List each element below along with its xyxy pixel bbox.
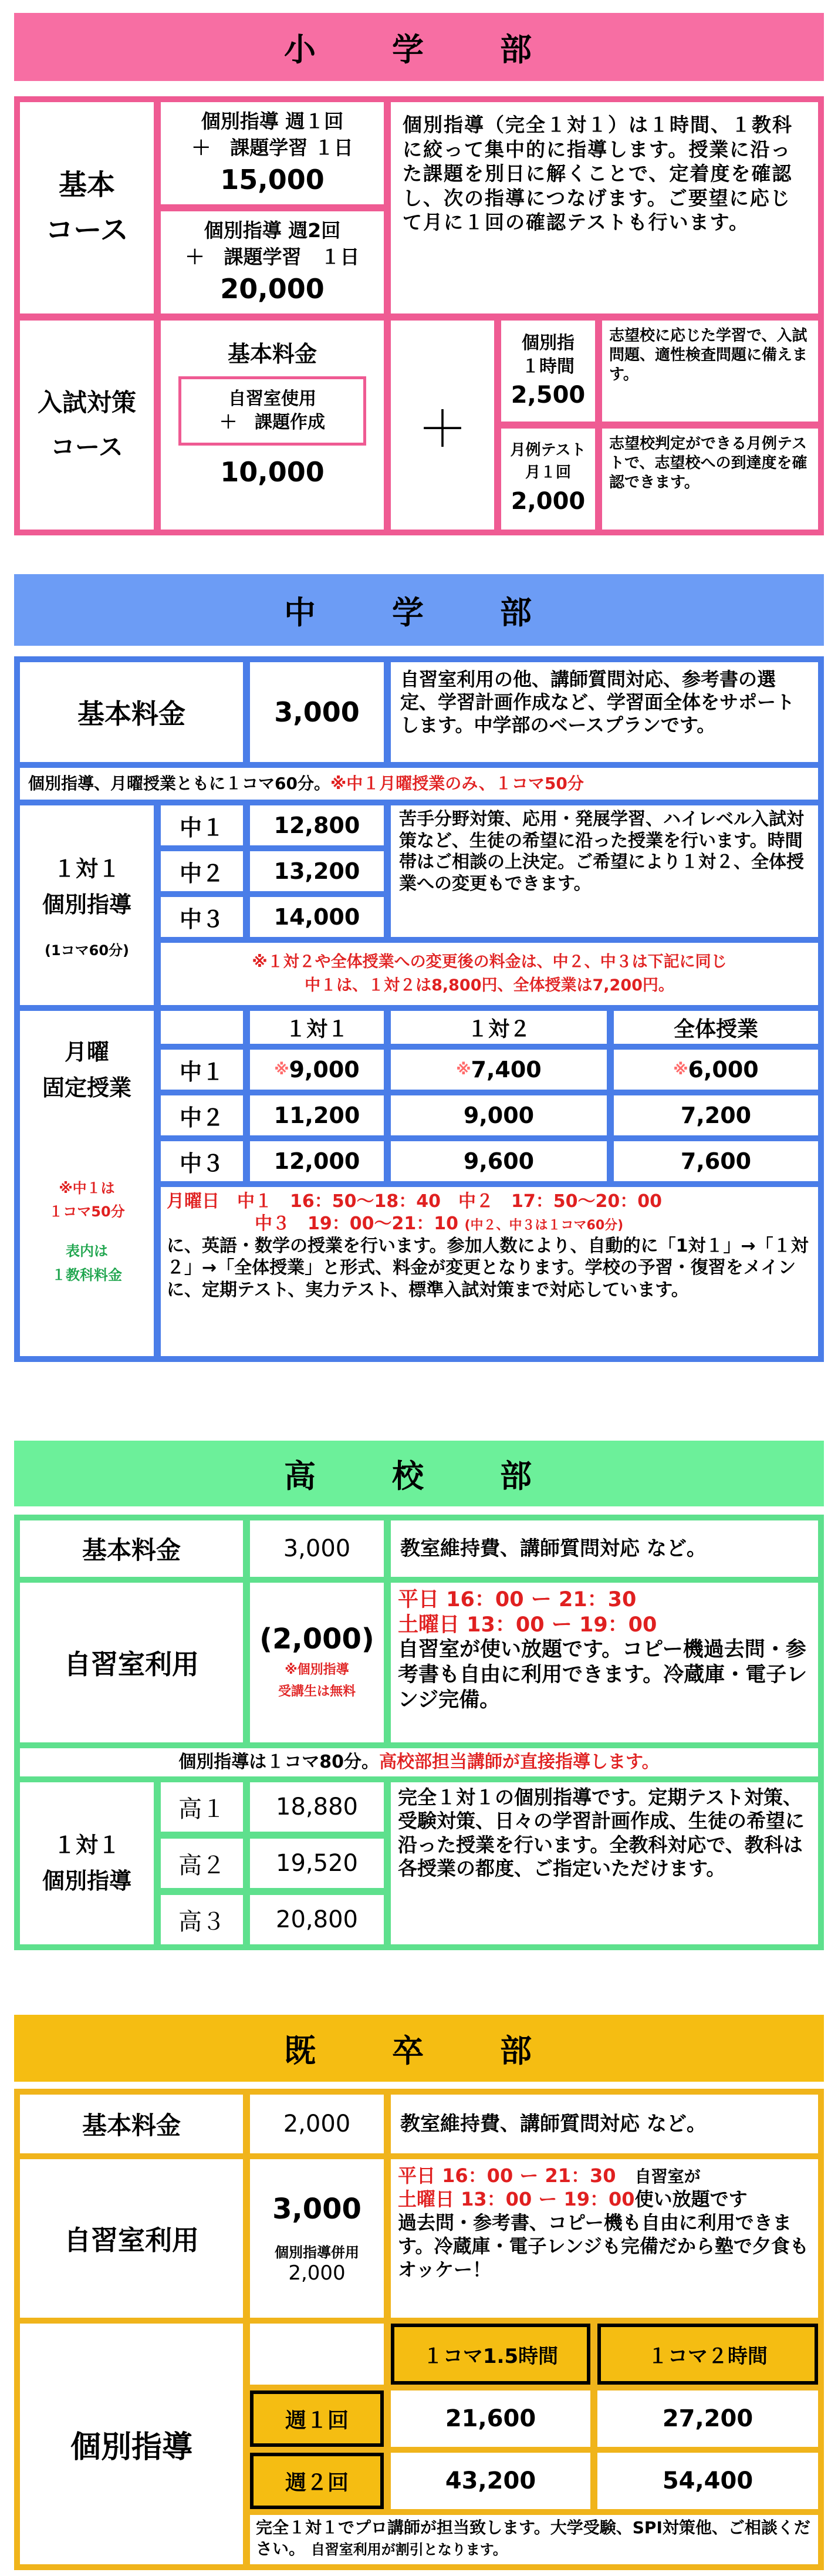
plan-2-price: 20,000 <box>220 272 325 305</box>
monday-title: 月曜 固定授業 <box>42 1039 131 1101</box>
high-study-price: (2,000) <box>259 1622 374 1655</box>
mid-lesson-note <box>20 768 818 800</box>
monday-side-red: ※中１は １コマ50分 <box>49 1179 125 1220</box>
high-lesson-note <box>20 1748 818 1776</box>
grad-study-line2-suffix: 使い放題です <box>634 2188 748 2210</box>
graduate-header <box>14 2015 824 2082</box>
middle-school-section <box>14 574 824 1362</box>
grad-basic-label: 基本料金 <box>20 2095 243 2153</box>
high-note-red: 高校部担当講師が直接指導します。 <box>379 1752 660 1773</box>
monday-grade-2: 中２ <box>161 1095 243 1135</box>
option-2-price: 2,000 <box>511 487 586 515</box>
basic-course-label: 基本 コース <box>20 102 154 313</box>
plan-2-line2: ＋ 課題学習 １日 <box>185 245 360 268</box>
exam-base-title: 基本料金 <box>227 341 317 367</box>
grad-study-price: 3,000 <box>272 2192 361 2226</box>
high-study-time-saturday: 土曜日 13：00 ー 19：00 <box>398 1613 657 1637</box>
monday-grade-1: 中１ <box>161 1050 243 1090</box>
grad-ind-col-2: １コマ２時間 <box>597 2324 818 2385</box>
mid-ind-price-1: 12,800 <box>250 805 384 845</box>
mid-basic-label: 基本料金 <box>20 662 243 762</box>
grad-ind-row-2-label: 週２回 <box>250 2453 384 2509</box>
mid-ind-grade-3: 中３ <box>161 897 243 937</box>
exam-base-inner-box: 自習室使用 ＋ 課題作成 <box>178 376 366 446</box>
plan-1-line1: 個別指導 週１回 <box>201 110 344 133</box>
grad-ind-row-1-label: 週１回 <box>250 2390 384 2447</box>
graduate-title: 既 卒 部 <box>284 2032 554 2069</box>
mid-basic-description: 自習室利用の他、講師質問対応、参考書の選定、学習計画作成など、学習面全体をサポートします。中学部のベースプランです。 <box>391 662 818 762</box>
exam-option-1 <box>501 321 595 422</box>
monday-schedule-line1: 月曜日 中１ 16：50〜18：40 中２ 17：50〜20：00 <box>167 1191 662 1212</box>
monday-label-cell <box>20 1011 154 1356</box>
high-study-time-weekday: 平日 16：00 ー 21：30 <box>398 1588 637 1611</box>
elementary-table <box>14 96 824 535</box>
high-header <box>14 1441 824 1506</box>
monday-schedule-line2-main: 中３ 19：00〜21：10 <box>255 1213 458 1234</box>
monday-r1-c1 <box>250 1050 384 1090</box>
mid-individual-label <box>20 805 154 1005</box>
mid-note-red: ※中１月曜授業のみ、１コマ50分 <box>330 774 584 794</box>
monday-col-1: １対１ <box>250 1011 384 1044</box>
high-basic-description: 教室維持費、講師質問対応 など。 <box>391 1520 818 1577</box>
elementary-section <box>14 13 824 535</box>
monday-grade-3: 中３ <box>161 1141 243 1181</box>
graduate-section <box>14 2015 824 2570</box>
mid-individual-sub: (1コマ60分) <box>44 942 130 959</box>
high-note-black: 個別指導は１コマ80分。 <box>178 1752 380 1773</box>
monday-schedule-line2 <box>167 1213 812 1235</box>
high-table <box>14 1515 824 1950</box>
option-1-label: 個別指 １時間 <box>522 332 575 377</box>
middle-title: 中 学 部 <box>284 594 554 631</box>
grad-ind-r1-c1: 21,600 <box>391 2390 590 2447</box>
mid-individual-description: 苦手分野対策、応用・発展学習、ハイレベル入試対策など、生徒の希望に沿った授業を行います。時間帯はご相談の上決定。ご希望により１対２、全体授業への変更もできます。 <box>391 805 818 937</box>
grad-study-text: 過去問・参考書、コピー機も自由に利用できます。冷蔵庫・電子レンジも完備だから塾で夕食もオッケー！ <box>398 2211 809 2281</box>
monday-r1-c1-value: 9,000 <box>289 1057 360 1083</box>
high-study-description <box>391 1583 818 1742</box>
mid-basic-price: 3,000 <box>250 662 384 762</box>
middle-table <box>14 656 824 1362</box>
mid-individual-title: １対１ 個別指導 <box>42 855 131 918</box>
high-individual-description: 完全１対１の個別指導です。定期テスト対策、受験対策、日々の学習計画作成、生徒の希望に沿った授業を行います。全教科対応で、教科は各授業の都度、ご指定いただけます。 <box>391 1782 818 1944</box>
grad-study-price-cell <box>250 2159 384 2318</box>
plan-2-line1: 個別指導 週2回 <box>204 219 341 242</box>
option-2-label: 月例テスト 月１回 <box>510 441 586 481</box>
monday-r1-c3 <box>614 1050 818 1090</box>
mid-ind-price-3: 14,000 <box>250 897 384 937</box>
grad-study-label: 自習室利用 <box>20 2159 243 2318</box>
mid-note-black: 個別指導、月曜授業ともに１コマ60分。 <box>28 774 330 794</box>
monday-r3-c1: 12,000 <box>250 1141 384 1181</box>
plan-1-line2: ＋ 課題学習 １日 <box>191 136 353 159</box>
high-basic-price: 3,000 <box>250 1520 384 1577</box>
high-school-section <box>14 1441 824 1950</box>
grad-ind-r2-c2: 54,400 <box>597 2453 818 2509</box>
grad-ind-corner <box>250 2324 384 2385</box>
plan-1-price: 15,000 <box>220 163 325 195</box>
high-basic-label: 基本料金 <box>20 1520 243 1577</box>
mid-ind-grade-1: 中１ <box>161 805 243 845</box>
grad-ind-r1-c2: 27,200 <box>597 2390 818 2447</box>
grad-individual-label: 個別指導 <box>20 2324 243 2564</box>
exam-base-price: 10,000 <box>220 456 325 488</box>
monday-r2-c1: 11,200 <box>250 1095 384 1135</box>
grad-individual-note <box>250 2515 818 2564</box>
basic-plan-2 <box>161 211 384 313</box>
mid-ind-note-1: ※１対２や全体授業への変更後の料金は、中２、中３は下記に同じ <box>252 952 727 971</box>
monday-r1-c2-value: 7,400 <box>471 1057 542 1083</box>
option-2-description: 志望校判定ができる月例テストで、志望校への到達度を確認できます。 <box>602 429 818 530</box>
elementary-title: 小 学 部 <box>284 31 554 68</box>
mid-ind-grade-2: 中２ <box>161 851 243 891</box>
high-ind-grade-3: 高３ <box>161 1895 243 1944</box>
high-study-note: ※個別指導 受講生は無料 <box>278 1662 356 1699</box>
high-ind-price-2: 19,520 <box>250 1839 384 1888</box>
monday-star: ※ <box>274 1061 289 1078</box>
exam-base-fee <box>161 321 384 530</box>
graduate-table <box>14 2089 824 2570</box>
mid-ind-price-2: 13,200 <box>250 851 384 891</box>
monday-col-2: １対２ <box>391 1011 607 1044</box>
option-1-description: 志望校に応じた学習で、入試問題、適性検査問題に備えます。 <box>602 321 818 422</box>
grad-study-line2 <box>398 2187 811 2211</box>
monday-description: に、英語・数学の授業を行います。参加人数により、自動的に「1対１」→「１対２」→「全体授業」と形式、料金が変更となります。学校の予習・復習をメインに、定期テスト、実力テスト、標準入試対策まで対応しています。 <box>167 1235 809 1301</box>
grad-basic-price: 2,000 <box>250 2095 384 2153</box>
monday-star: ※ <box>673 1061 688 1078</box>
grad-study-line1 <box>398 2164 811 2187</box>
high-individual-label: １対１ 個別指導 <box>20 1782 154 1944</box>
basic-course-description: 個別指導（完全１対１）は１時間、１教科に絞って集中的に指導します。授業に沿った課題を別日に解くことで、定着度を確認し、次の指導につなげます。ご要望に応じて月に１回の確認テストも行います。 <box>391 102 818 313</box>
grad-study-line1-suffix: 自習室が <box>634 2167 701 2186</box>
high-ind-grade-1: 高１ <box>161 1782 243 1832</box>
high-study-price-cell <box>250 1583 384 1742</box>
grad-ind-r2-c1: 43,200 <box>391 2453 590 2509</box>
high-title: 高 校 部 <box>284 1457 554 1495</box>
monday-schedule <box>161 1187 818 1356</box>
exam-option-2 <box>501 429 595 530</box>
high-ind-grade-2: 高２ <box>161 1839 243 1888</box>
grad-study-time-saturday: 土曜日 13：00 ー 19：00 <box>398 2188 635 2210</box>
grad-note-small: 自習室利用が割引となります。 <box>310 2541 507 2558</box>
high-ind-price-3: 20,800 <box>250 1895 384 1944</box>
monday-r2-c3: 7,200 <box>614 1095 818 1135</box>
mid-individual-note <box>161 943 818 1005</box>
monday-schedule-line2-small: (中２、中３は１コマ60分) <box>464 1218 624 1233</box>
grad-ind-col-1: １コマ1.5時間 <box>391 2324 590 2385</box>
monday-r3-c2: 9,600 <box>391 1141 607 1181</box>
option-1-price: 2,500 <box>511 381 586 409</box>
monday-corner <box>161 1011 243 1044</box>
plus-sign: ＋ <box>391 321 494 530</box>
monday-r1-c3-value: 6,000 <box>688 1057 759 1083</box>
grad-study-price2: 2,000 <box>288 2261 346 2285</box>
exam-course-label: 入試対策 コース <box>20 321 154 530</box>
monday-r1-c2 <box>391 1050 607 1090</box>
basic-plan-1 <box>161 102 384 204</box>
monday-col-3: 全体授業 <box>614 1011 818 1044</box>
monday-r3-c3: 7,600 <box>614 1141 818 1181</box>
mid-ind-note-2: 中１は、１対２は8,800円、全体授業は7,200円。 <box>305 976 674 994</box>
high-study-text: 自習室が使い放題です。コピー機過去問・参考書も自由に利用できます。冷蔵庫・電子レンジ完備。 <box>398 1638 807 1712</box>
monday-side-green: 表内は １教科料金 <box>52 1243 122 1283</box>
grad-study-note: 個別指導併用 <box>275 2244 359 2261</box>
grad-study-description <box>391 2159 818 2318</box>
high-study-label: 自習室利用 <box>20 1583 243 1742</box>
high-ind-price-1: 18,880 <box>250 1782 384 1832</box>
monday-r2-c2: 9,000 <box>391 1095 607 1135</box>
grad-note-main: 完全１対１でプロ講師が担当致します。大学受験、SPI対策他、ご相談ください。 <box>256 2518 810 2559</box>
monday-star: ※ <box>456 1061 471 1078</box>
grad-basic-description: 教室維持費、講師質問対応 など。 <box>391 2095 818 2153</box>
elementary-header <box>14 13 824 81</box>
grad-study-time-weekday: 平日 16：00 ー 21：30 <box>398 2164 616 2187</box>
middle-header <box>14 574 824 646</box>
